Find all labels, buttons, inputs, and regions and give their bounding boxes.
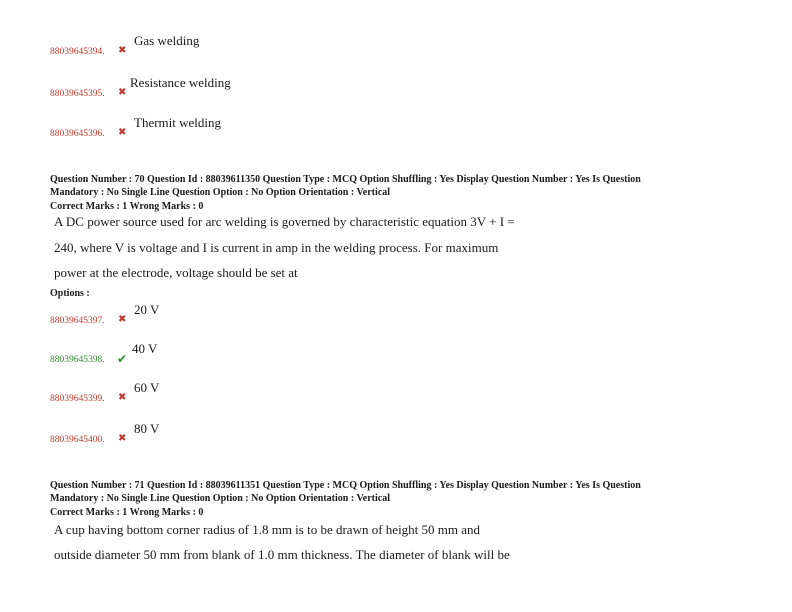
- option-row: [50, 75, 550, 99]
- cross-icon: ✖: [118, 127, 127, 138]
- question-text-line: A DC power source used for arc welding is governed by characteristic equation 3V + I =: [54, 214, 515, 229]
- cross-icon: ✖: [118, 314, 127, 325]
- options-label: Options :: [50, 288, 90, 299]
- question-meta-line: Mandatory : No Single Line Question Option : No Option Orientation : Vertical: [50, 492, 391, 504]
- question-meta: [50, 174, 750, 199]
- question-text-line: 240, where V is voltage and I is current in amp in the welding process. For maximum: [54, 240, 499, 255]
- option-row: [50, 421, 550, 445]
- option-text: Thermit welding: [134, 115, 222, 130]
- option-text: Gas welding: [134, 33, 200, 48]
- option-text: 60 V: [134, 380, 160, 395]
- question-meta: [50, 480, 750, 505]
- option-row: [50, 380, 550, 404]
- option-row: [50, 302, 550, 326]
- option-text: Resistance welding: [130, 75, 231, 90]
- option-id: 88039645398.: [50, 355, 105, 365]
- cross-icon: ✖: [118, 87, 127, 98]
- option-id: 88039645396.: [50, 129, 105, 139]
- question-meta-line: Question Number : 70 Question Id : 88039611350 Question Type : MCQ Option Shuffling : Yes Display Question Number : Yes Is Question: [50, 174, 641, 185]
- check-icon: ✔: [117, 352, 128, 366]
- option-row: [50, 341, 550, 365]
- option-id: 88039645400.: [50, 435, 105, 445]
- marks-info: Correct Marks : 1 Wrong Marks : 0: [50, 507, 204, 518]
- marks-info: Correct Marks : 1 Wrong Marks : 0: [50, 201, 204, 212]
- option-text: 20 V: [134, 302, 160, 317]
- cross-icon: ✖: [118, 433, 127, 444]
- question-text-line: power at the electrode, voltage should be set at: [54, 265, 298, 280]
- question-meta-line: Question Number : 71 Question Id : 88039611351 Question Type : MCQ Option Shuffling : Yes Display Question Number : Yes Is Question: [50, 480, 641, 491]
- cross-icon: ✖: [118, 45, 127, 56]
- question-text-line: A cup having bottom corner radius of 1.8 mm is to be drawn of height 50 mm and: [54, 522, 481, 537]
- cross-icon: ✖: [118, 392, 127, 403]
- option-id: 88039645395.: [50, 89, 105, 99]
- option-id: 88039645397.: [50, 316, 105, 326]
- question-meta-line: Mandatory : No Single Line Question Option : No Option Orientation : Vertical: [50, 186, 391, 198]
- option-id: 88039645399.: [50, 394, 105, 404]
- question-text-line: outside diameter 50 mm from blank of 1.0 mm thickness. The diameter of blank will be: [54, 547, 510, 562]
- option-id: 88039645394.: [50, 47, 105, 57]
- option-text: 40 V: [132, 341, 158, 356]
- option-text: 80 V: [134, 421, 160, 436]
- option-row: [50, 33, 550, 57]
- option-row: [50, 115, 550, 139]
